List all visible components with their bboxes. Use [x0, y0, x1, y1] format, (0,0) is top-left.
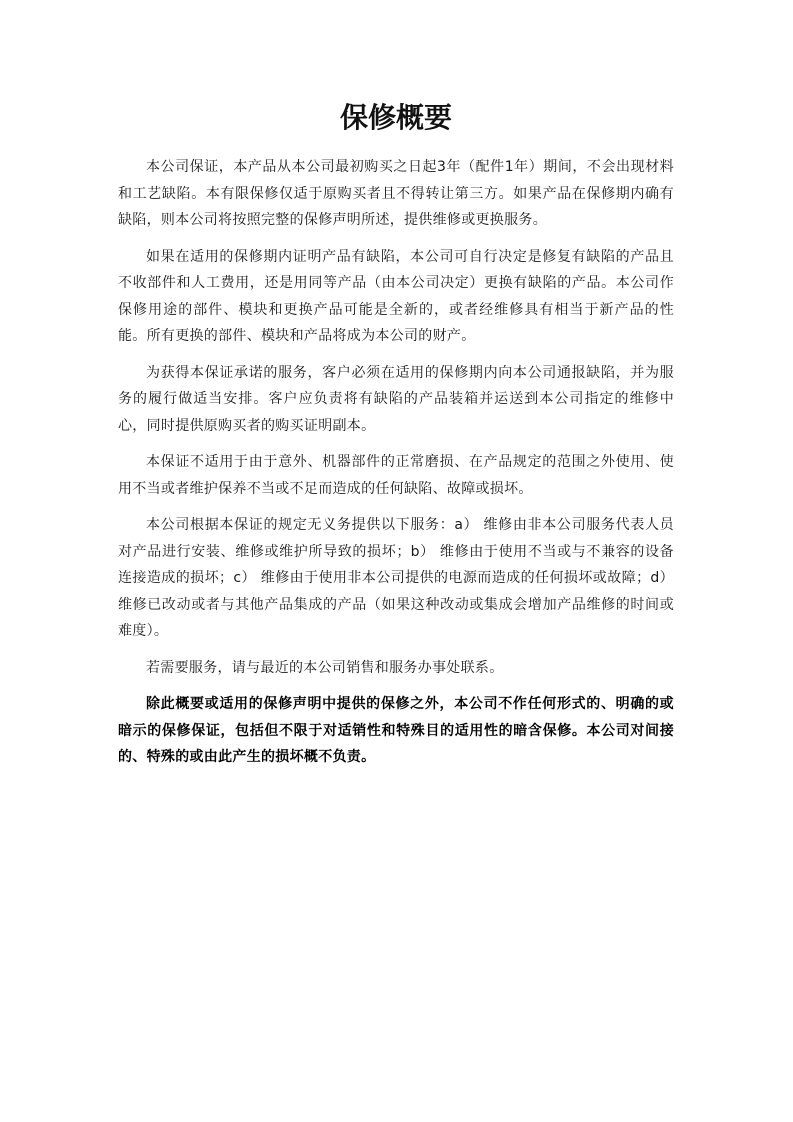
paragraph-contact: 若需要服务，请与最近的本公司销售和服务办事处联系。: [146, 659, 504, 676]
paragraph-no-obligation: 本公司根据本保证的规定无义务提供以下服务：a） 维修由非本公司服务代表人员对产品进行安装、维修或维护所导致的损坏；b） 维修由于使用不当或与不兼容的设备连接造成的损坏；c） 维修由于使用非本公司提供的电源而造成的任何损坏或故障；d） 维修已改动或者与其他产品集成的产品（如果这种改动或集成会增加产品维修的时间或难度）。: [118, 517, 674, 639]
page-title: 保修概要: [339, 101, 452, 134]
paragraph-exclusions: 本保证不适用于由于意外、机器部件的正常磨损、在产品规定的范围之外使用、使用不当或者维护保养不当或不足而造成的任何缺陷、故障或损坏。: [118, 454, 674, 497]
warranty-document: [118, 96, 674, 781]
paragraph-warranty-period: 本公司保证，本产品从本公司最初购买之日起3年（配件1年）期间，不会出现材料和工艺缺陷。本有限保修仅适于原购买者且不得转让第三方。如果产品在保修期内确有缺陷，则本公司将按照完整的保修声明所述，提供维修或更换服务。: [118, 159, 674, 228]
paragraph-service-procedure: 为获得本保证承诺的服务，客户必须在适用的保修期内向本公司通报缺陷，并为服务的履行做适当安排。客户应负责将有缺陷的产品装箱并运送到本公司指定的维修中心，同时提供原购买者的购买证明副本。: [118, 364, 674, 434]
paragraph-repair-replace: 如果在适用的保修期内证明产品有缺陷，本公司可自行决定是修复有缺陷的产品且不收部件和人工费用，还是用同等产品（由本公司决定）更换有缺陷的产品。本公司作保修用途的部件、模块和更换产品可能是全新的，或者经维修具有相当于新产品的性能。所有更换的部件、模块和产品将成为本公司的财产。: [118, 248, 674, 344]
paragraph-disclaimer: 除此概要或适用的保修声明中提供的保修之外，本公司不作任何形式的、明确的或暗示的保修保证，包括但不限于对适销性和特殊目的适用性的暗含保修。本公司对间接的、特殊的或由此产生的损坏概不负责。: [118, 696, 674, 765]
